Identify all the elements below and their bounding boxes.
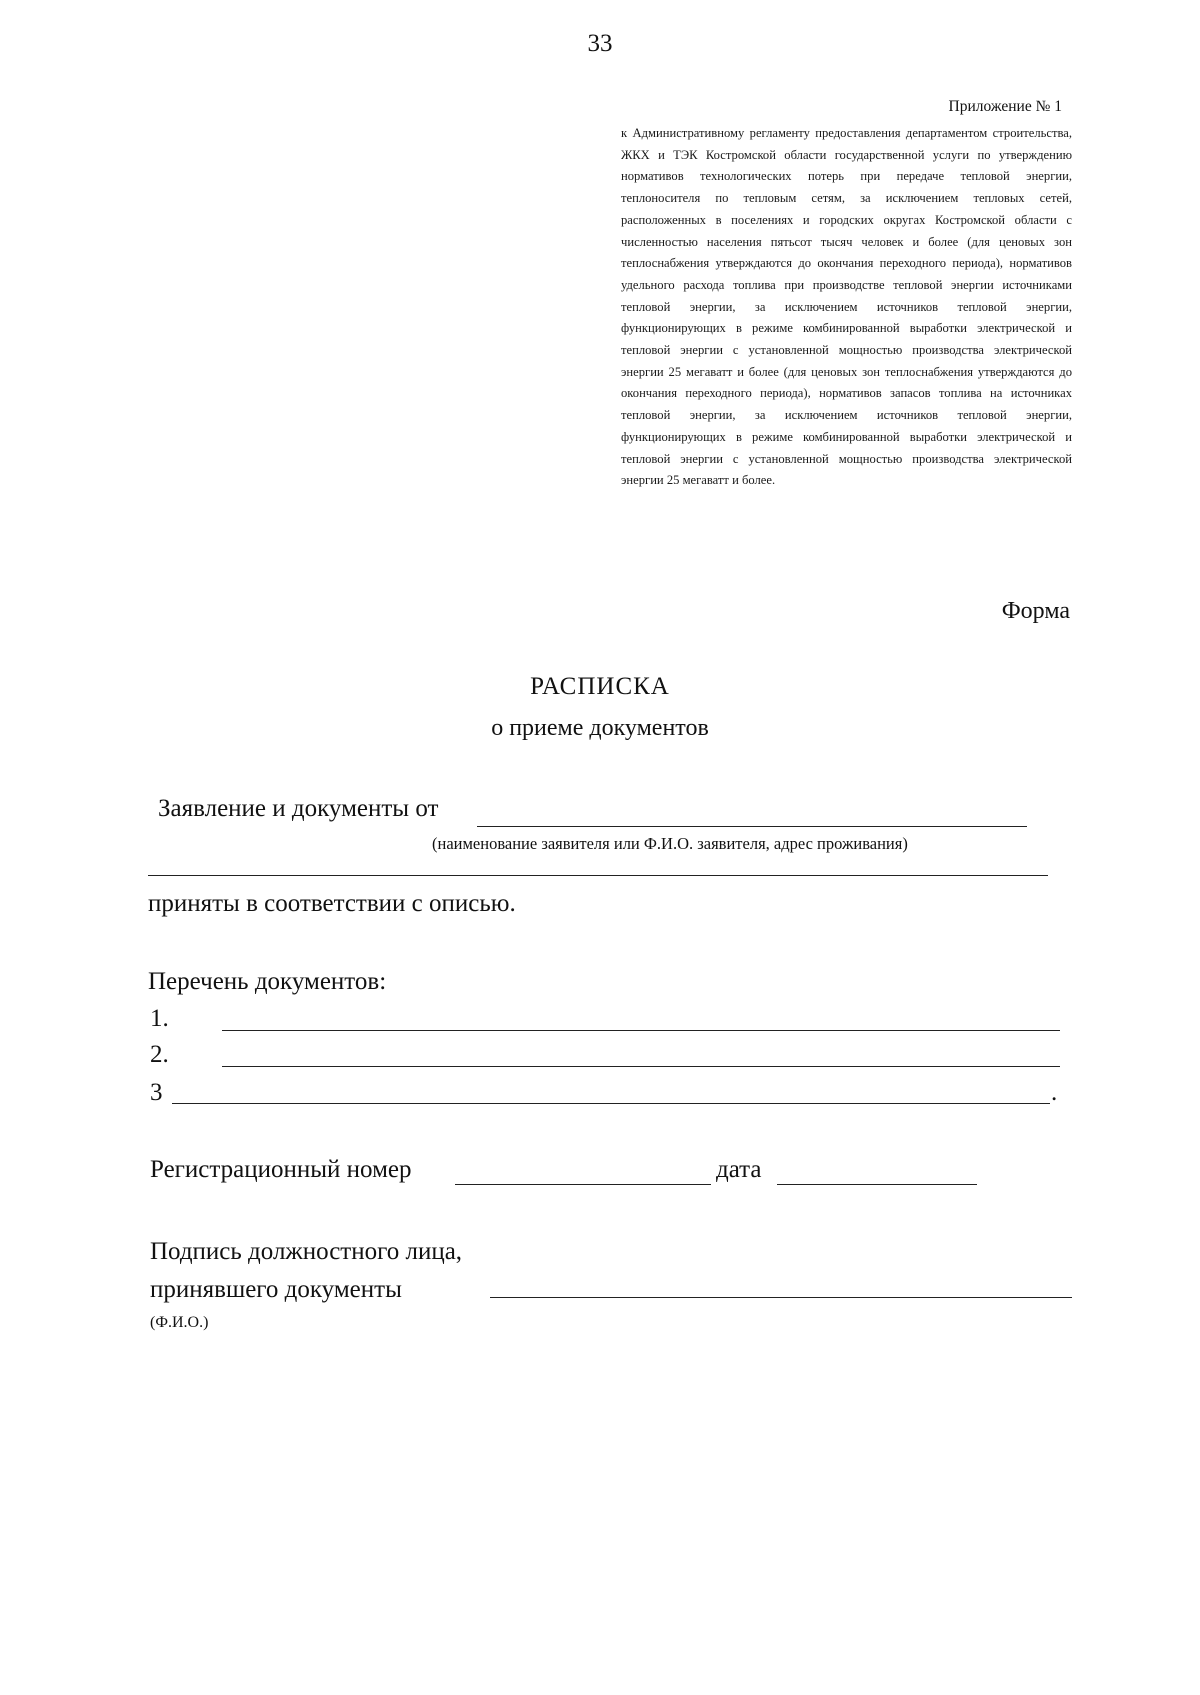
appendix-text: к Административному регламенту предоставления департаментом строительства, ЖКХ и ТЭК Костромской области государственной услуги по утверждению нормативов технологических потерь при передаче тепловой энергии, теплоносителя по тепловым сетям, за исключением тепловых сетей, расположенных в поселениях и городских округах Костромской области с численностью населения пятьсот тысяч человек и более (для ценовых зон теплоснабжения утверждаются до окончания переходного периода), нормативов удельного расхода топлива при производстве тепловой энергии источниками тепловой энергии, за исключением источников тепловой энергии, функционирующих в режиме комбинированной выработки электрической и тепловой энергии с установленной мощностью производства электрической энергии 25 мегаватт и более (для ценовых зон теплоснабжения утверждаются до окончания переходного периода), нормативов запасов топлива на источниках тепловой энергии, за исключением источников тепловой энергии, функционирующих в режиме комбинированной выработки электрической и тепловой энергии с установленной мощностью производства электрической энергии 25 мегаватт и более. [621,126,1072,488]
documents-heading: Перечень документов: [148,968,387,995]
document-item-number: 3 [150,1079,163,1106]
accepted-text: приняты в соответствии с описью. [148,890,516,917]
signature-label-line2: принявшего документы [150,1276,402,1303]
document-item-line [222,1066,1060,1067]
registration-date-label: дата [716,1156,762,1183]
document-item-line [172,1103,1050,1104]
signature-label-line1: Подпись должностного лица, [150,1238,463,1265]
form-label: Форма [1001,598,1070,624]
registration-number-label: Регистрационный номер [150,1156,412,1183]
document-title: РАСПИСКА [530,673,670,700]
applicant-address-line [148,875,1048,876]
document-item-number: 2. [150,1041,169,1068]
fio-note: (Ф.И.О.) [150,1314,209,1331]
applicant-caption: (наименование заявителя или Ф.И.О. заявителя, адрес проживания) [432,834,908,853]
signature-line [490,1297,1072,1298]
document-item-number: 1. [150,1005,169,1032]
page-number: 33 [587,30,613,57]
document-subtitle: о приеме документов [491,715,709,741]
registration-date-line [777,1184,977,1185]
appendix-label: Приложение № 1 [948,98,1062,115]
document-item-line [222,1030,1060,1031]
applicant-name-line [477,826,1027,827]
document-list-end-mark: . [1051,1079,1058,1106]
registration-number-line [455,1184,711,1185]
statement-prefix: Заявление и документы от [158,795,439,822]
